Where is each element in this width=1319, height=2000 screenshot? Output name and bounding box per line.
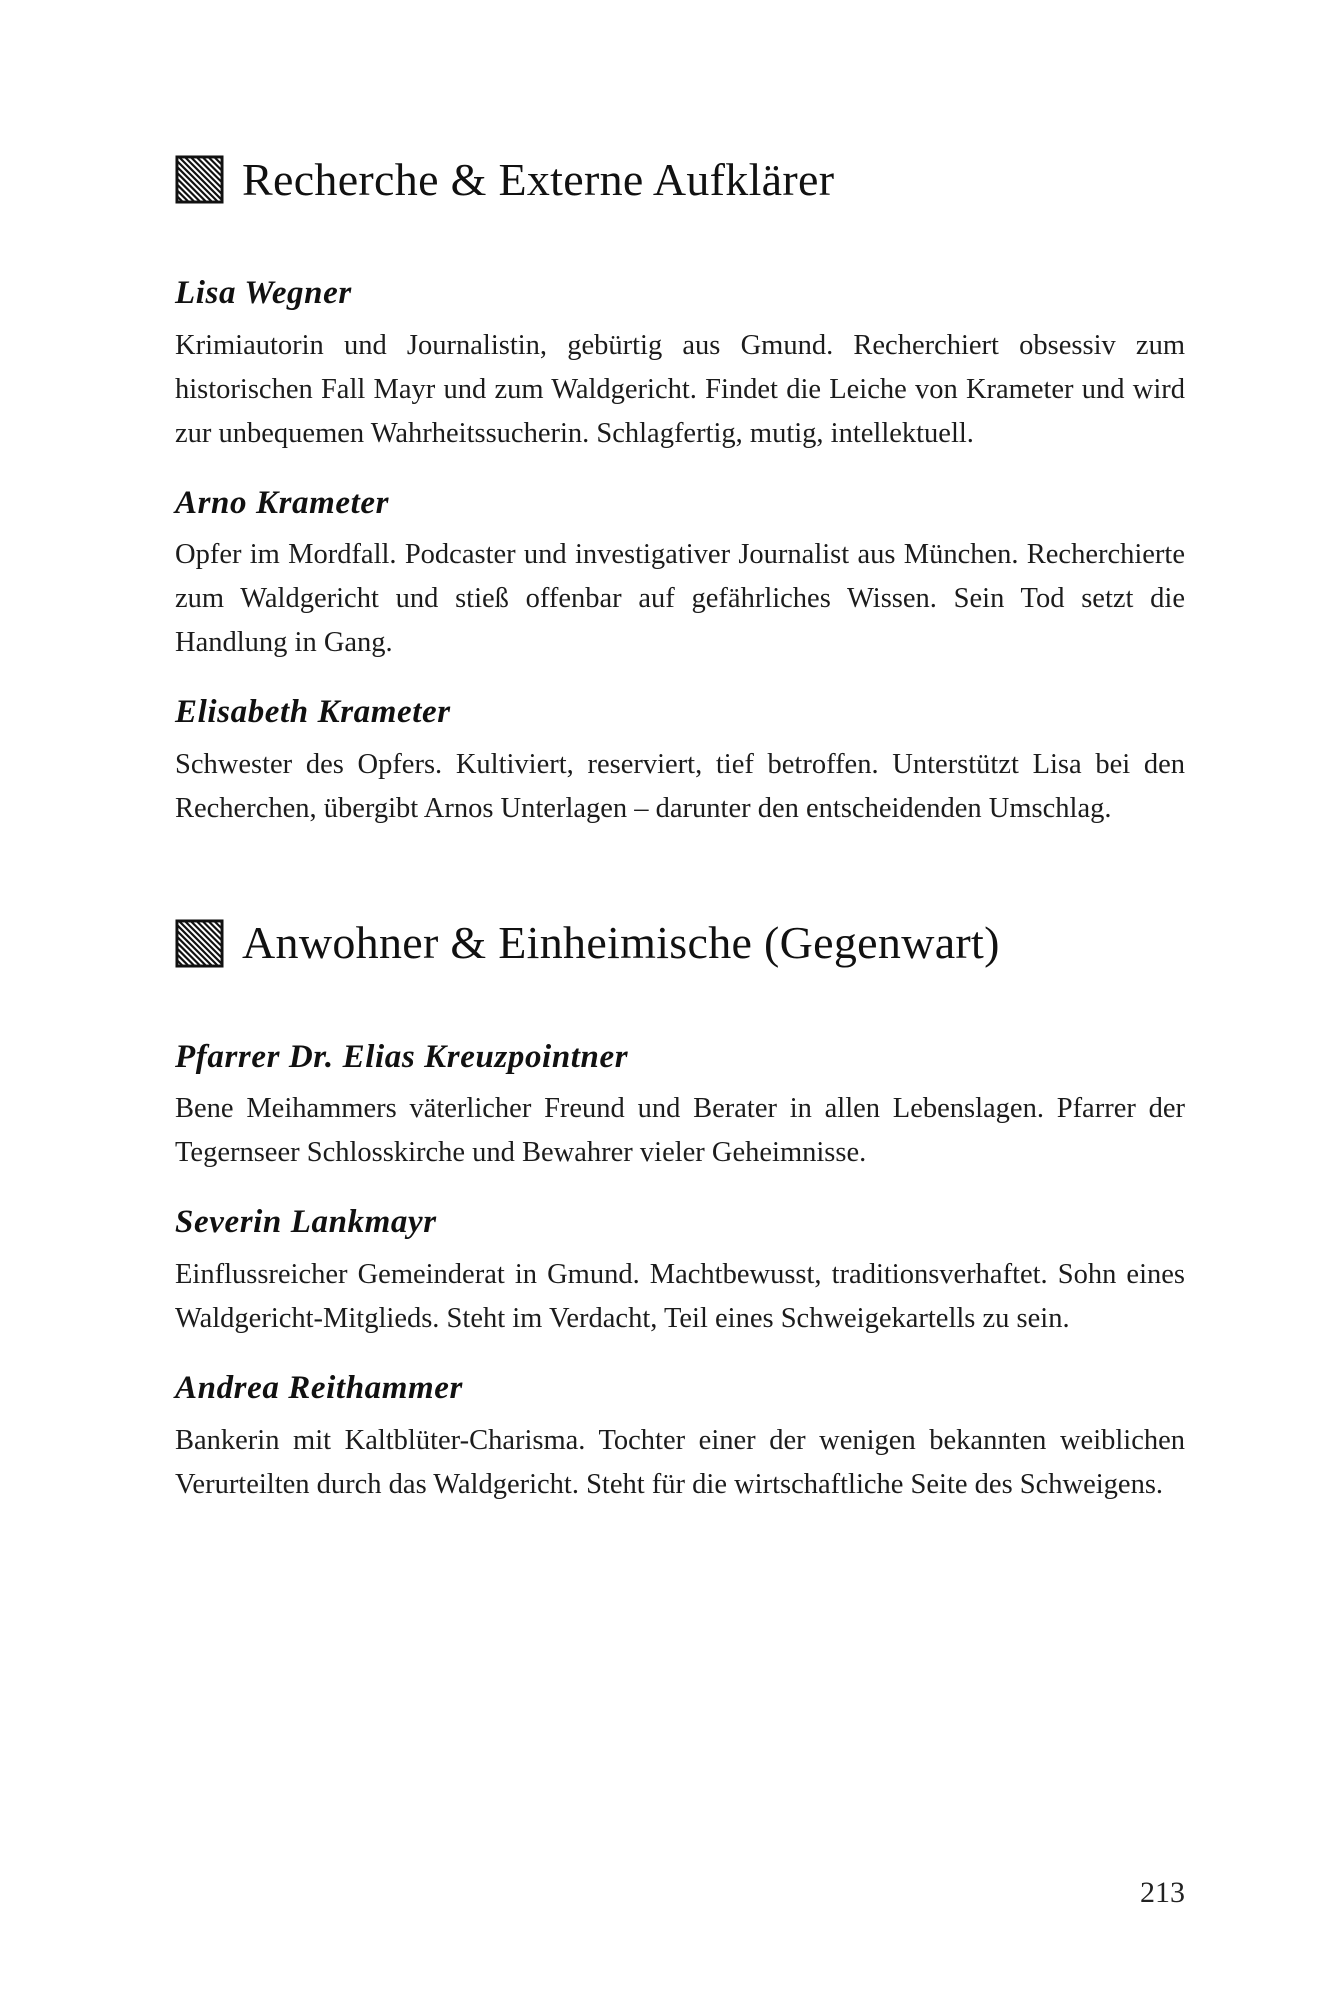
character-name: Lisa Wegner (175, 275, 352, 311)
section-title: Recherche & Externe Aufklärer (242, 153, 835, 205)
hatched-square-icon (175, 919, 224, 968)
book-page (175, 155, 1185, 1507)
character-entry (175, 1203, 1185, 1341)
section-heading (175, 155, 1185, 204)
character-description: Krimiautorin und Journalistin, gebürtig aus Gmund. Recherchiert obsessiv zum historischen Fall Mayr und zum Waldgericht. Findet die Leiche von Krameter und wird zur unbequemen Wahrheitssucherin. Schlagfertig, mutig, intellektuell. (175, 329, 1185, 449)
character-entry (175, 1369, 1185, 1507)
character-name: Pfarrer Dr. Elias Kreuzpointner (175, 1038, 629, 1075)
character-entry (175, 274, 1185, 456)
page-number: 213 (1140, 1876, 1185, 1909)
character-description: Opfer im Mordfall. Podcaster und investigativer Journalist aus München. Recherchierte zum Waldgericht und stieß offenbar auf gefährliches Wissen. Sein Tod setzt die Handlung in Gang. (175, 539, 1185, 659)
character-entry (175, 484, 1185, 666)
character-description: Bankerin mit Kaltblüter-Charisma. Tochter einer der wenigen bekannten weiblichen Verurteilten durch das Waldgericht. Steht für die wirtschaftliche Seite des Schweigens. (175, 1424, 1185, 1500)
section-heading (175, 919, 1185, 968)
character-description: Einflussreicher Gemeinderat in Gmund. Machtbewusst, traditionsverhaftet. Sohn eines Waldgericht-Mitglieds. Steht im Verdacht, Teil eines Schweigekartells zu sein. (175, 1258, 1185, 1334)
character-entry (175, 1038, 1185, 1176)
character-name: Severin Lankmayr (175, 1204, 437, 1241)
hatched-square-icon (175, 155, 224, 204)
section-title: Anwohner & Einheimische (Gegenwart) (242, 917, 1000, 969)
character-entry (175, 693, 1185, 831)
character-description: Schwester des Opfers. Kultiviert, reserviert, tief betroffen. Unterstützt Lisa bei den Recherchen, übergibt Arnos Unterlagen – darunter den entscheidenden Umschlag. (175, 748, 1185, 824)
character-description: Bene Meihammers väterlicher Freund und Berater in allen Lebenslagen. Pfarrer der Tegernseer Schlosskirche und Bewahrer vieler Geheimnisse. (175, 1093, 1185, 1169)
character-name: Arno Krameter (175, 484, 390, 521)
character-name: Andrea Reithammer (175, 1369, 463, 1406)
character-name: Elisabeth Krameter (175, 694, 451, 731)
